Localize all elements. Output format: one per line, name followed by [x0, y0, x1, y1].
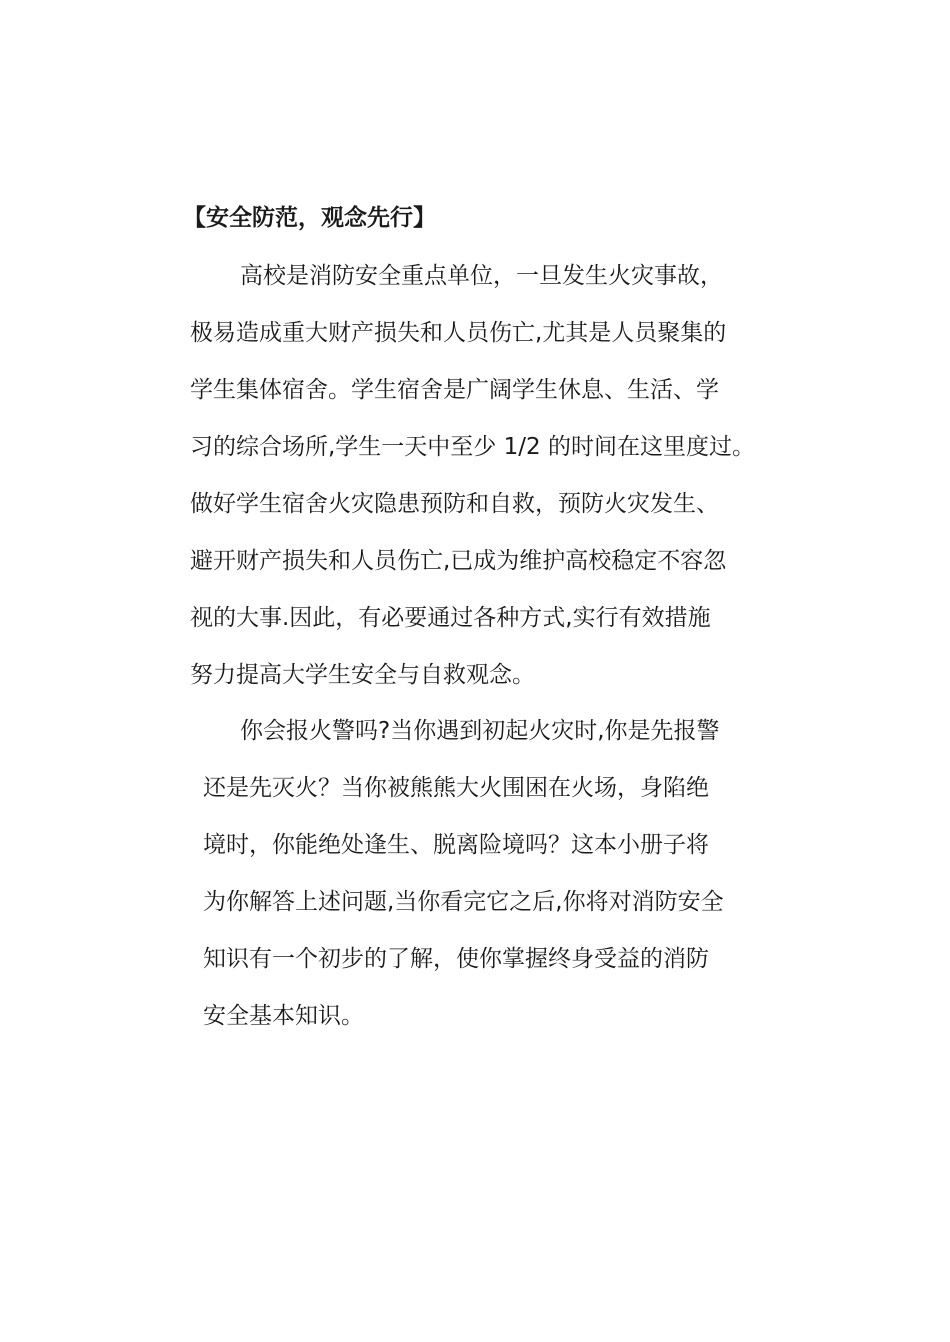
paragraph-line: 努力提高大学生安全与自救观念。	[190, 662, 535, 688]
paragraph-line: 为你解答上述问题,当你看完它之后,你将对消防安全	[203, 889, 724, 915]
paragraph-line: 境时，你能绝处逢生、脱离险境吗？这本小册子将	[203, 832, 709, 858]
paragraph-line: 学生集体宿舍。学生宿舍是广阔学生休息、生活、学	[190, 377, 719, 403]
paragraph-line: 高校是消防安全重点单位，一旦发生火灾事故，	[240, 263, 723, 289]
section-heading: 【安全防范，观念先行】	[183, 205, 436, 231]
paragraph-line: 还是先灭火？当你被熊熊大火围困在火场，身陷绝	[203, 775, 709, 801]
paragraph-line: 习的综合场所,学生一天中至少 1/2 的时间在这里度过。	[190, 434, 755, 460]
paragraph-line: 视的大事.因此，有必要通过各种方式,实行有效措施	[190, 605, 711, 631]
paragraph-line: 避开财产损失和人员伤亡,已成为维护高校稳定不容忽	[190, 548, 727, 574]
paragraph-line: 安全基本知识。	[203, 1003, 364, 1029]
paragraph-line: 你会报火警吗?当你遇到初起火灾时,你是先报警	[240, 718, 720, 744]
paragraph-line: 知识有一个初步的了解，使你掌握终身受益的消防	[203, 946, 709, 972]
paragraph-line: 极易造成重大财产损失和人员伤亡,尤其是人员聚集的	[190, 320, 727, 346]
paragraph-line: 做好学生宿舍火灾隐患预防和自救，预防火灾发生、	[190, 491, 719, 517]
